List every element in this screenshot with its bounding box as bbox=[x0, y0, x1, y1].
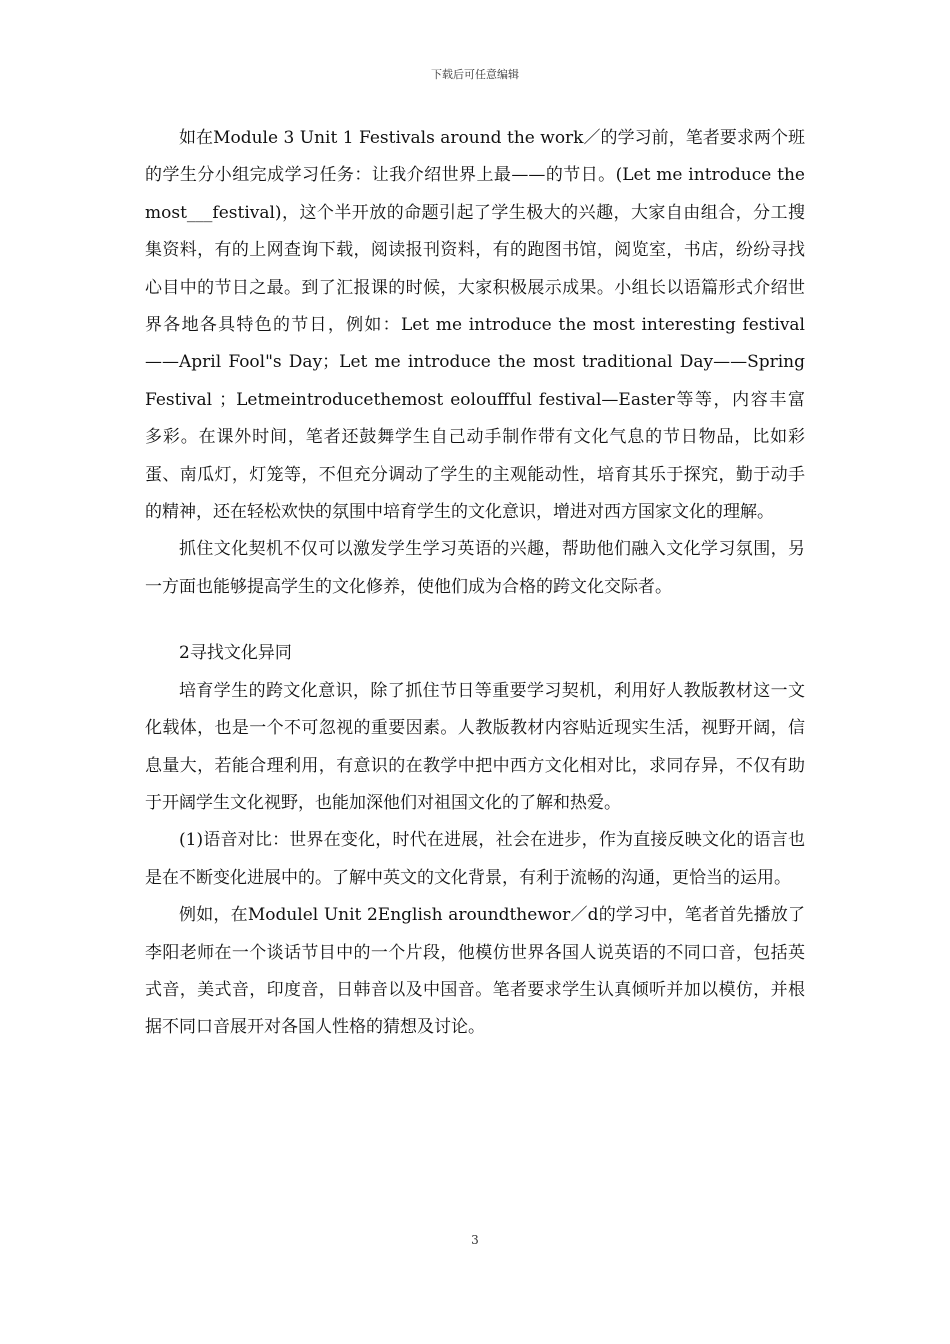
paragraph-textbook-carrier: 培育学生的跨文化意识，除了抓住节日等重要学习契机，利用好人教版教材这一文化载体，也是一个不可忽视的重要因素。人教版教材内容贴近现实生活，视野开阔，信息量大，若能合理利用，有意识的在教学中把中西方文化相对比，求同存异，不仅有助于开阔学生文化视野，也能加深他们对祖国文化的了解和热爱。 bbox=[145, 680, 805, 813]
document-body bbox=[145, 120, 805, 1047]
page-header: 下载后可任意编辑 bbox=[431, 68, 519, 81]
paragraph-phonetic-contrast: (1)语音对比：世界在变化，时代在进展，社会在进步，作为直接反映文化的语言也是在不断变化进展中的。了解中英文的文化背景，有利于流畅的沟通，更恰当的运用。 bbox=[145, 830, 805, 888]
paragraph-cultural-opportunity: 抓住文化契机不仅可以激发学生学习英语的兴趣，帮助他们融入文化学习氛围，另一方面也能够提高学生的文化修养，使他们成为合格的跨文化交际者。 bbox=[145, 539, 805, 597]
page-number: 3 bbox=[471, 1233, 479, 1247]
paragraph-english-around-world: 例如，在Modulel Unit 2English aroundthewor／d的学习中，笔者首先播放了李阳老师在一个谈话节目中的一个片段，他模仿世界各国人说英语的不同口音，包括英式音，美式音，印度音，日韩音以及中国音。笔者要求学生认真倾听并加以模仿，并根据不同口音展开对各国人性格的猜想及讨论。 bbox=[145, 905, 805, 1038]
section-heading: 2寻找文化异同 bbox=[179, 643, 292, 664]
paragraph-festivals-example: 如在Module 3 Unit 1 Festivals around the work／的学习前，笔者要求两个班的学生分小组完成学习任务：让我介绍世界上最——的节日。(Let me introduce the most___festival)，这个半开放的命题引起了学生极大的兴趣，大家自由组合，分工搜集资料，有的上网查询下载，阅读报刊资料，有的跑图书馆，阅览室，书店，纷纷寻找心目中的节日之最。到了汇报课的时候，大家积极展示成果。小组长以语篇形式介绍世界各地各具特色的节日，例如：Let me introduce the most interesting festival——April Fool"s Day；Let me introduce the most traditional Day——Spring Festival ；Letmeintroducethemost eolouffful festival—Easter等等，内容丰富多彩。在课外时间，笔者还鼓舞学生自己动手制作带有文化气息的节日物品，比如彩蛋、南瓜灯，灯笼等，不但充分调动了学生的主观能动性，培育其乐于探究，勤于动手的精神，还在轻松欢快的氛围中培育学生的文化意识，增进对西方国家文化的理解。 bbox=[145, 128, 805, 523]
